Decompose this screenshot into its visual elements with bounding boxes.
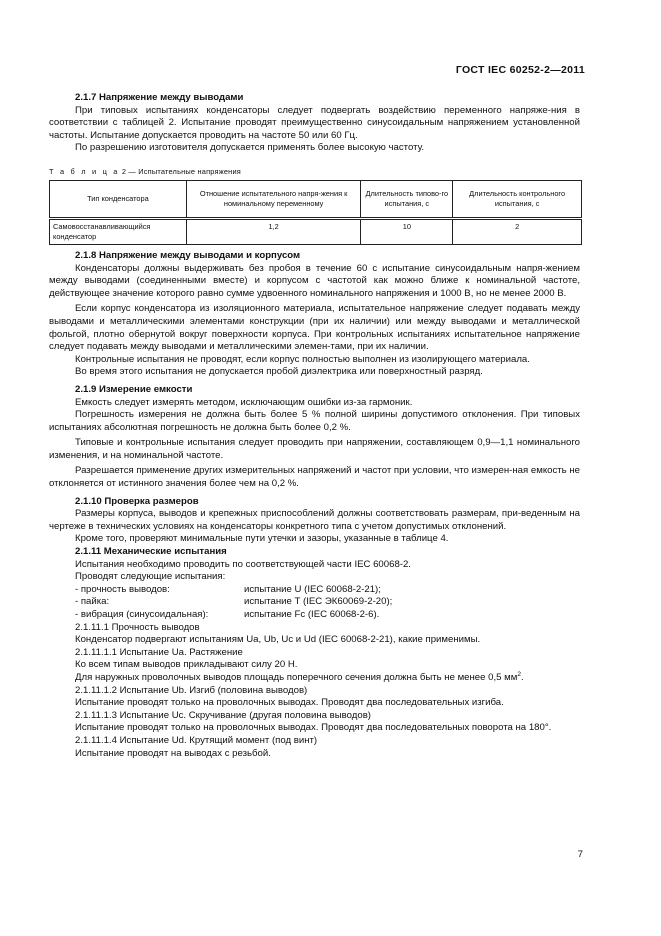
list-item [49, 596, 580, 609]
section-2-1-11-paragraph: Испытания необходимо проводить по соответствующей части IEC 60068-2. [75, 558, 411, 570]
section-2-1-8-paragraph: Во время этого испытания не допускается пробой диэлектрика или поверхностный разряд. [75, 366, 483, 378]
superscript-2: 2 [517, 670, 521, 678]
table-header-cell: Отношение испытательного напря-жения к номинальному переменному [186, 180, 361, 218]
table-2-caption-text: 2 — Испытательные напряжения [119, 166, 241, 176]
subsection-paragraph: Испытание проводят только на проволочных выводах. Проводят два последовательных изгиба. [75, 697, 504, 709]
subsection-paragraph: Ко всем типам выводов прикладывают силу 20 Н. [75, 659, 298, 671]
section-2-1-8-paragraph: Контрольные испытания не проводят, если корпус полностью выполнен из изолирующего материала. [75, 353, 530, 365]
subsection-paragraph: Испытание проводят на выводах с резьбой. [75, 747, 271, 759]
section-2-1-9 [49, 384, 580, 491]
section-2-1-7-paragraph: При типовых испытаниях конденсаторы следует подвергать воздействию переменного напряже-ния в соответствии с таблицей 2. Испытание проводят преимущественно синусоидальным напряжением установленной частоты. Испытание допускается проводить на частоте 50 или 60 Гц. [49, 104, 580, 141]
sentence-end: . [520, 671, 524, 683]
section-2-1-9-paragraph: Типовые и контрольные испытания следует проводить при напряжении, составляющем 0,9—1,1 номинального изменения, и на номинальной частоте. [49, 437, 580, 461]
table-header-row [50, 180, 582, 218]
list-item-label: - вибрация (синусоидальная): [75, 609, 209, 620]
section-2-1-10-title: 2.1.10 Проверка размеров [75, 495, 199, 507]
list-item [49, 584, 580, 597]
page-content [49, 92, 580, 760]
list-item-label: - пайка: [75, 596, 110, 608]
standard-header: ГОСТ IEC 60252-2—2011 [455, 64, 585, 76]
cross-section-text: Для наружных проволочных выводов площадь поперечного сечения должна быть не менее 0,5 мм [75, 671, 518, 683]
list-item [49, 609, 580, 622]
section-2-1-11 [49, 546, 580, 760]
list-item-value: испытание Т (IEC ЭК60069-2-20); [244, 596, 393, 608]
section-2-1-11-title: 2.1.11 Механические испытания [75, 546, 227, 558]
table-header-cell: Длительность типово-го испытания, с [361, 180, 453, 218]
subsection-paragraph: Испытание проводят только на проволочных выводах. Проводят два последовательных поворота на 180°. [75, 722, 552, 734]
table-header-cell: Длительность контрольного испытания, с [453, 180, 582, 218]
section-2-1-10 [49, 496, 580, 546]
section-2-1-8-paragraph: Конденсаторы должны выдерживать без пробоя в течение 60 с испытание синусоидальным напря-жением между выводами (соединенными вместе) и корпусом с частотой как можно ближе к номинальной частоте, действующее значение которого равно сумме удвоенного номинального напряжения и 1000 В, но не менее 2000 В. [49, 262, 580, 299]
section-2-1-9-title: 2.1.9 Измерение емкости [75, 383, 193, 395]
section-2-1-8-paragraph: Если корпус конденсатора из изоляционного материала, испытательное напряжение следует подавать между выводами и металлическими элементами конструкции (при их наличии) или между выводами и металлической фольгой, плотно обернутой вокруг поверхности корпуса. При контрольных испытаниях испытательное напряжение следует подавать между выводами и металлическими элемен-тами, при их наличии. [49, 303, 580, 353]
section-2-1-11-paragraph: Проводят следующие испытания: [75, 571, 226, 583]
section-2-1-9-paragraph: Емкость следует измерять методом, исключающим ошибки из-за гармоник. [75, 396, 413, 408]
section-2-1-7-paragraph: По разрешению изготовителя допускается применять более высокую частоту. [75, 142, 425, 154]
table-row [50, 218, 582, 244]
subsection-2-1-11-1-title: 2.1.11.1 Прочность выводов [75, 621, 200, 633]
table-header-cell: Тип конденсатора [50, 180, 187, 218]
section-2-1-7-title: 2.1.7 Напряжение между выводами [75, 92, 244, 103]
section-2-1-10-paragraph: Размеры корпуса, выводов и крепежных приспособлений должны соответствовать размерам, при-веденным на чертеже в технических условиях на конденсаторы конкретного типа с учетом допустимых отклонений. [49, 508, 580, 532]
subsection-paragraph [49, 672, 580, 685]
section-2-1-10-paragraph: Кроме того, проверяют минимальные пути утечки и зазоры, указанные в таблице 4. [75, 533, 449, 545]
list-item-label: - прочность выводов: [75, 583, 170, 595]
table-2-caption [49, 167, 580, 177]
table-cell: 1,2 [186, 218, 361, 244]
table-2 [49, 180, 582, 245]
section-2-1-8 [49, 250, 580, 379]
table-cell: 2 [453, 218, 582, 244]
table-cell: Самовосстанавливающийся конденсатор [50, 218, 187, 244]
subsection-2-1-11-1-3-title: 2.1.11.1.3 Испытание Uc. Скручивание (другая половина выводов) [75, 709, 371, 721]
subsection-2-1-11-1-2-title: 2.1.11.1.2 Испытание Ub. Изгиб (половина выводов) [75, 684, 308, 696]
section-2-1-9-paragraph: Разрешается применение других измерительных напряжений и частот при условии, что измерен-ная емкость не отклоняется от истинного значения более чем на 0,2 %. [49, 465, 580, 490]
list-item-value: испытание Fc (IEC 60068-2-6). [244, 609, 380, 620]
subsection-paragraph: Конденсатор подвергают испытаниям Ua, Ub, Uc и Ud (IEC 60068-2-21), какие применимы. [75, 634, 481, 646]
list-item-value: испытание U (IEC 60068-2-21); [244, 583, 381, 595]
table-2-caption-prefix: Т а б л и ц а [49, 166, 120, 176]
page-number: 7 [577, 849, 583, 860]
subsection-2-1-11-1-4-title: 2.1.11.1.4 Испытание Ud. Крутящий момент (под винт) [75, 734, 318, 746]
table-cell: 10 [361, 218, 453, 244]
subsection-2-1-11-1-1-title: 2.1.11.1.1 Испытание Ua. Растяжение [75, 646, 243, 658]
section-2-1-8-title: 2.1.8 Напряжение между выводами и корпусом [75, 249, 301, 261]
section-2-1-9-paragraph: Погрешность измерения не должна быть более 5 % полной ширины допустимого отклонения. При типовых испытаниях абсолютная погрешность не должна быть более 0,2 %. [49, 409, 580, 433]
